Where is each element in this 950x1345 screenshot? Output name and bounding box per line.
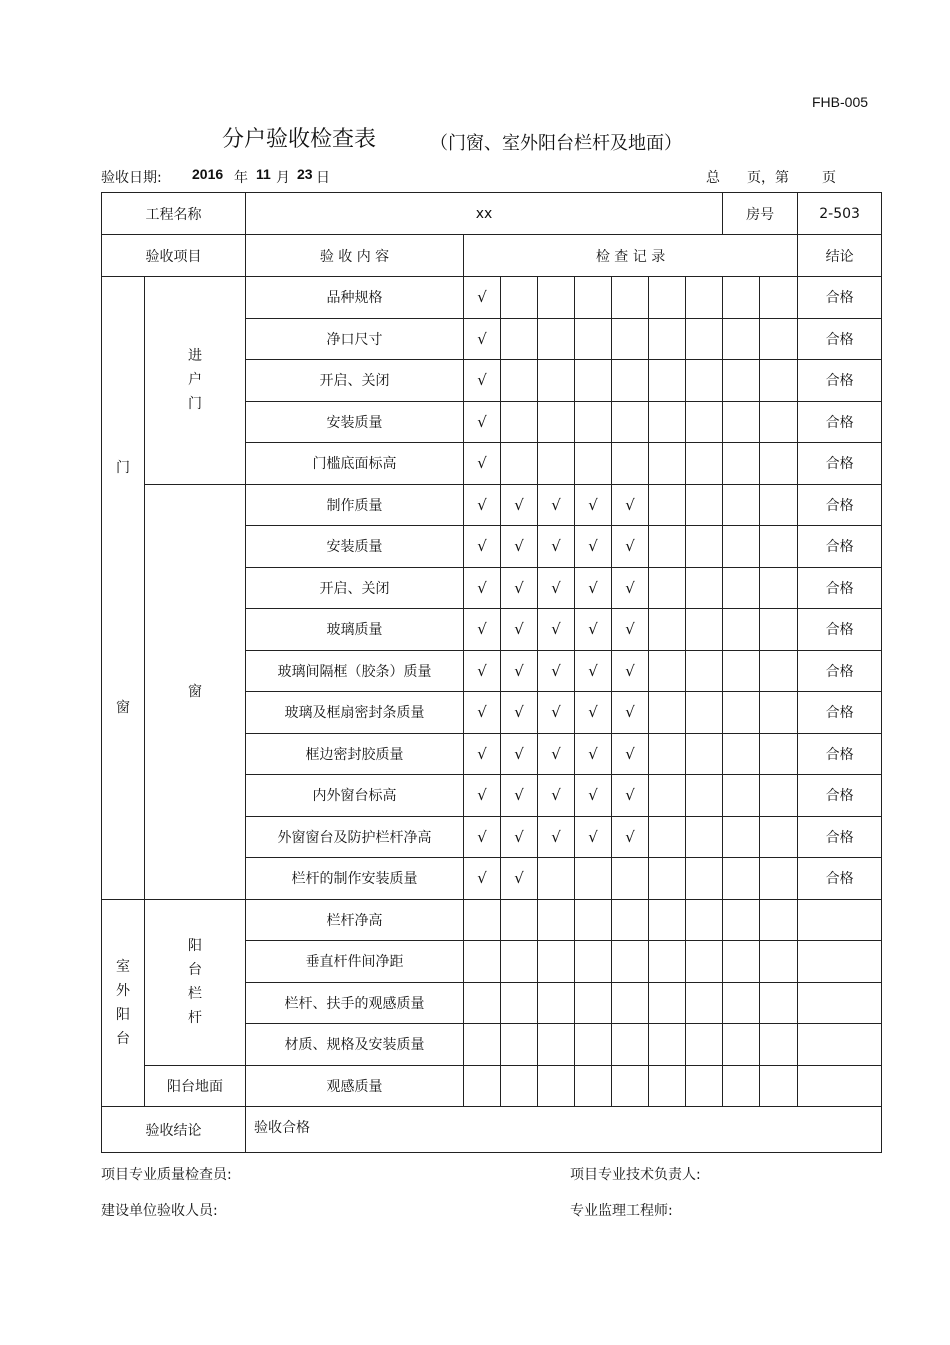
check-cell — [649, 899, 686, 941]
row-result: 合格 — [798, 443, 882, 485]
row-content: 玻璃质量 — [246, 609, 464, 651]
check-cell — [686, 609, 723, 651]
check-cell — [723, 982, 760, 1024]
check-cell — [723, 816, 760, 858]
check-cell: √ — [464, 816, 501, 858]
header-conclusion: 结论 — [798, 235, 882, 277]
check-cell — [538, 443, 575, 485]
check-cell — [649, 277, 686, 319]
check-cell — [538, 941, 575, 983]
check-cell: √ — [464, 650, 501, 692]
check-cell — [723, 609, 760, 651]
check-cell: √ — [538, 692, 575, 734]
check-cell — [649, 816, 686, 858]
check-cell — [686, 692, 723, 734]
group-balcony: 室 外 阳 台 — [102, 899, 145, 1107]
row-result: 合格 — [798, 733, 882, 775]
check-cell — [760, 982, 798, 1024]
row-result: 合格 — [798, 775, 882, 817]
date-day: 23 — [297, 166, 313, 182]
check-cell — [612, 443, 649, 485]
check-cell: √ — [575, 567, 612, 609]
check-cell — [723, 526, 760, 568]
check-cell — [575, 401, 612, 443]
check-cell: √ — [501, 609, 538, 651]
check-cell: √ — [575, 775, 612, 817]
check-cell — [649, 484, 686, 526]
check-cell — [501, 443, 538, 485]
check-cell: √ — [575, 484, 612, 526]
check-cell — [686, 1065, 723, 1107]
check-cell — [723, 360, 760, 402]
date-label: 验收日期: — [101, 170, 162, 186]
check-cell: √ — [575, 650, 612, 692]
check-cell — [501, 360, 538, 402]
check-cell — [612, 858, 649, 900]
check-cell — [760, 941, 798, 983]
check-cell — [649, 692, 686, 734]
check-cell — [612, 1024, 649, 1066]
check-cell: √ — [464, 858, 501, 900]
check-cell: √ — [464, 443, 501, 485]
group-entry-door: 进 户 门 — [145, 277, 246, 485]
check-cell — [575, 360, 612, 402]
check-cell — [575, 277, 612, 319]
check-cell — [575, 899, 612, 941]
check-cell — [649, 443, 686, 485]
check-cell — [760, 650, 798, 692]
page-number-label: 页，第 — [747, 170, 789, 186]
check-cell: √ — [538, 775, 575, 817]
header-content: 验 收 内 容 — [246, 235, 464, 277]
check-cell — [686, 816, 723, 858]
check-cell — [575, 1024, 612, 1066]
check-cell — [760, 816, 798, 858]
check-cell — [575, 1065, 612, 1107]
table-row — [102, 1065, 882, 1107]
row-result: 合格 — [798, 692, 882, 734]
row-content: 安装质量 — [246, 401, 464, 443]
check-cell — [760, 1024, 798, 1066]
check-cell — [538, 401, 575, 443]
check-cell — [686, 401, 723, 443]
date-month-unit: 月 — [276, 170, 290, 186]
row-result: 合格 — [798, 567, 882, 609]
check-cell: √ — [538, 816, 575, 858]
check-cell: √ — [501, 775, 538, 817]
check-cell — [723, 941, 760, 983]
check-cell — [760, 443, 798, 485]
check-cell — [760, 360, 798, 402]
check-cell: √ — [612, 567, 649, 609]
check-cell — [723, 401, 760, 443]
check-cell — [612, 360, 649, 402]
row-content: 外窗窗台及防护栏杆净高 — [246, 816, 464, 858]
check-cell — [464, 982, 501, 1024]
check-cell — [612, 941, 649, 983]
header-item: 验收项目 — [102, 235, 246, 277]
check-cell — [501, 941, 538, 983]
check-cell — [686, 858, 723, 900]
table-row — [102, 484, 882, 526]
tech-lead-label: 项目专业技术负责人: — [570, 1167, 701, 1183]
check-cell — [760, 692, 798, 734]
form-code: FHB-005 — [812, 94, 869, 110]
room-value: 2-503 — [798, 193, 882, 235]
project-label: 工程名称 — [102, 193, 246, 235]
check-cell — [501, 277, 538, 319]
check-cell: √ — [464, 360, 501, 402]
row-result: 合格 — [798, 526, 882, 568]
check-cell — [649, 318, 686, 360]
check-cell — [649, 401, 686, 443]
row-result: 合格 — [798, 484, 882, 526]
check-cell — [464, 1065, 501, 1107]
page-title: 分户验收检查表 — [222, 127, 377, 152]
check-cell — [575, 318, 612, 360]
row-result: 合格 — [798, 401, 882, 443]
check-cell — [760, 775, 798, 817]
check-cell — [612, 277, 649, 319]
check-cell: √ — [501, 858, 538, 900]
date-day-unit: 日 — [316, 170, 330, 186]
check-cell — [501, 401, 538, 443]
check-cell — [649, 858, 686, 900]
check-cell — [723, 567, 760, 609]
group-railing: 阳 台 栏 杆 — [145, 899, 246, 1065]
page-end-label: 页 — [822, 170, 836, 186]
row-content: 品种规格 — [246, 277, 464, 319]
check-cell — [686, 775, 723, 817]
check-cell — [760, 484, 798, 526]
check-cell — [649, 650, 686, 692]
row-result — [798, 1024, 882, 1066]
check-cell: √ — [575, 816, 612, 858]
check-cell — [575, 443, 612, 485]
check-cell — [760, 899, 798, 941]
check-cell: √ — [538, 733, 575, 775]
row-content: 垂直杆件间净距 — [246, 941, 464, 983]
check-cell — [723, 775, 760, 817]
room-label: 房号 — [723, 193, 798, 235]
check-cell: √ — [612, 816, 649, 858]
check-cell — [686, 277, 723, 319]
check-cell — [760, 277, 798, 319]
row-result — [798, 941, 882, 983]
check-cell: √ — [501, 733, 538, 775]
row-content: 玻璃及框扇密封条质量 — [246, 692, 464, 734]
check-cell: √ — [575, 609, 612, 651]
row-content: 内外窗台标高 — [246, 775, 464, 817]
check-cell — [760, 858, 798, 900]
check-cell: √ — [464, 567, 501, 609]
check-cell: √ — [612, 650, 649, 692]
check-cell — [723, 318, 760, 360]
row-result — [798, 982, 882, 1024]
check-cell — [723, 692, 760, 734]
row-content: 观感质量 — [246, 1065, 464, 1107]
check-cell: √ — [464, 484, 501, 526]
check-cell — [612, 401, 649, 443]
check-cell — [649, 360, 686, 402]
conclusion-value: 验收合格 — [246, 1107, 882, 1153]
row-result: 合格 — [798, 609, 882, 651]
group-door-window: 门 窗 — [102, 277, 145, 900]
row-result: 合格 — [798, 858, 882, 900]
check-cell: √ — [501, 816, 538, 858]
check-cell — [686, 526, 723, 568]
date-month: 11 — [256, 166, 271, 182]
check-cell — [649, 775, 686, 817]
check-cell — [760, 401, 798, 443]
check-cell — [686, 982, 723, 1024]
project-row — [102, 193, 882, 235]
check-cell: √ — [575, 733, 612, 775]
check-cell — [575, 941, 612, 983]
check-cell — [538, 1065, 575, 1107]
supervisor-label: 专业监理工程师: — [570, 1203, 673, 1219]
row-content: 栏杆、扶手的观感质量 — [246, 982, 464, 1024]
check-cell — [760, 318, 798, 360]
check-cell — [686, 567, 723, 609]
check-cell — [649, 1065, 686, 1107]
check-cell — [612, 1065, 649, 1107]
check-cell — [649, 526, 686, 568]
check-cell: √ — [501, 692, 538, 734]
check-cell: √ — [612, 692, 649, 734]
check-cell — [649, 567, 686, 609]
conclusion-label: 验收结论 — [102, 1107, 246, 1153]
check-cell — [501, 899, 538, 941]
check-cell: √ — [612, 609, 649, 651]
check-cell — [723, 858, 760, 900]
check-cell — [686, 1024, 723, 1066]
row-content: 安装质量 — [246, 526, 464, 568]
check-cell: √ — [464, 733, 501, 775]
check-cell — [649, 982, 686, 1024]
check-cell — [649, 1024, 686, 1066]
row-result — [798, 899, 882, 941]
check-cell — [538, 858, 575, 900]
row-result — [798, 1065, 882, 1107]
check-cell: √ — [538, 609, 575, 651]
check-cell — [686, 650, 723, 692]
check-cell — [760, 609, 798, 651]
group-window: 窗 — [145, 484, 246, 899]
row-content: 栏杆净高 — [246, 899, 464, 941]
check-cell: √ — [612, 526, 649, 568]
check-cell — [501, 1024, 538, 1066]
quality-inspector-label: 项目专业质量检查员: — [101, 1167, 232, 1183]
check-cell: √ — [464, 318, 501, 360]
check-cell — [723, 1065, 760, 1107]
group-balcony-floor: 阳台地面 — [145, 1065, 246, 1107]
check-cell — [649, 609, 686, 651]
check-cell: √ — [538, 484, 575, 526]
check-cell — [538, 1024, 575, 1066]
check-cell — [612, 899, 649, 941]
date-year-unit: 年 — [234, 170, 248, 186]
check-cell: √ — [501, 526, 538, 568]
check-cell: √ — [538, 650, 575, 692]
check-cell — [723, 277, 760, 319]
check-cell — [464, 1024, 501, 1066]
check-cell — [501, 1065, 538, 1107]
check-cell — [686, 443, 723, 485]
row-result: 合格 — [798, 318, 882, 360]
check-cell: √ — [464, 401, 501, 443]
check-cell: √ — [575, 692, 612, 734]
row-result: 合格 — [798, 650, 882, 692]
check-cell: √ — [575, 526, 612, 568]
check-cell — [686, 899, 723, 941]
table-row — [102, 277, 882, 319]
check-cell — [723, 443, 760, 485]
inspection-table — [101, 192, 882, 1153]
row-content: 净口尺寸 — [246, 318, 464, 360]
check-cell: √ — [501, 567, 538, 609]
check-cell: √ — [612, 484, 649, 526]
check-cell — [538, 360, 575, 402]
row-content: 框边密封胶质量 — [246, 733, 464, 775]
check-cell: √ — [612, 775, 649, 817]
project-value: xx — [246, 193, 723, 235]
check-cell — [686, 360, 723, 402]
check-cell: √ — [612, 733, 649, 775]
check-cell — [464, 899, 501, 941]
row-content: 开启、关闭 — [246, 360, 464, 402]
row-content: 制作质量 — [246, 484, 464, 526]
check-cell — [538, 318, 575, 360]
check-cell — [686, 733, 723, 775]
check-cell — [464, 941, 501, 983]
owner-rep-label: 建设单位验收人员: — [101, 1203, 218, 1219]
check-cell: √ — [464, 775, 501, 817]
row-content: 材质、规格及安装质量 — [246, 1024, 464, 1066]
page-subtitle: （门窗、室外阳台栏杆及地面） — [430, 133, 682, 154]
check-cell — [649, 733, 686, 775]
check-cell — [538, 899, 575, 941]
check-cell — [723, 484, 760, 526]
check-cell — [723, 733, 760, 775]
check-cell — [649, 941, 686, 983]
row-result: 合格 — [798, 277, 882, 319]
check-cell — [538, 982, 575, 1024]
check-cell — [612, 318, 649, 360]
check-cell — [760, 567, 798, 609]
check-cell — [760, 1065, 798, 1107]
check-cell — [723, 650, 760, 692]
check-cell: √ — [464, 692, 501, 734]
check-cell — [612, 982, 649, 1024]
check-cell — [760, 526, 798, 568]
row-content: 玻璃间隔框（胶条）质量 — [246, 650, 464, 692]
row-content: 开启、关闭 — [246, 567, 464, 609]
check-cell: √ — [464, 526, 501, 568]
check-cell — [575, 982, 612, 1024]
page-total-label: 总 — [706, 170, 720, 186]
check-cell: √ — [501, 484, 538, 526]
check-cell — [686, 318, 723, 360]
check-cell — [538, 277, 575, 319]
check-cell — [501, 982, 538, 1024]
check-cell — [686, 941, 723, 983]
check-cell — [686, 484, 723, 526]
row-content: 栏杆的制作安装质量 — [246, 858, 464, 900]
check-cell — [501, 318, 538, 360]
check-cell — [723, 899, 760, 941]
row-result: 合格 — [798, 360, 882, 402]
table-row — [102, 899, 882, 941]
check-cell — [723, 1024, 760, 1066]
header-record: 检 查 记 录 — [464, 235, 798, 277]
row-content: 门槛底面标高 — [246, 443, 464, 485]
header-row — [102, 235, 882, 277]
check-cell: √ — [501, 650, 538, 692]
check-cell: √ — [538, 567, 575, 609]
check-cell: √ — [464, 609, 501, 651]
check-cell — [760, 733, 798, 775]
conclusion-row — [102, 1107, 882, 1153]
row-result: 合格 — [798, 816, 882, 858]
check-cell — [575, 858, 612, 900]
date-year: 2016 — [192, 166, 224, 182]
check-cell: √ — [538, 526, 575, 568]
check-cell: √ — [464, 277, 501, 319]
